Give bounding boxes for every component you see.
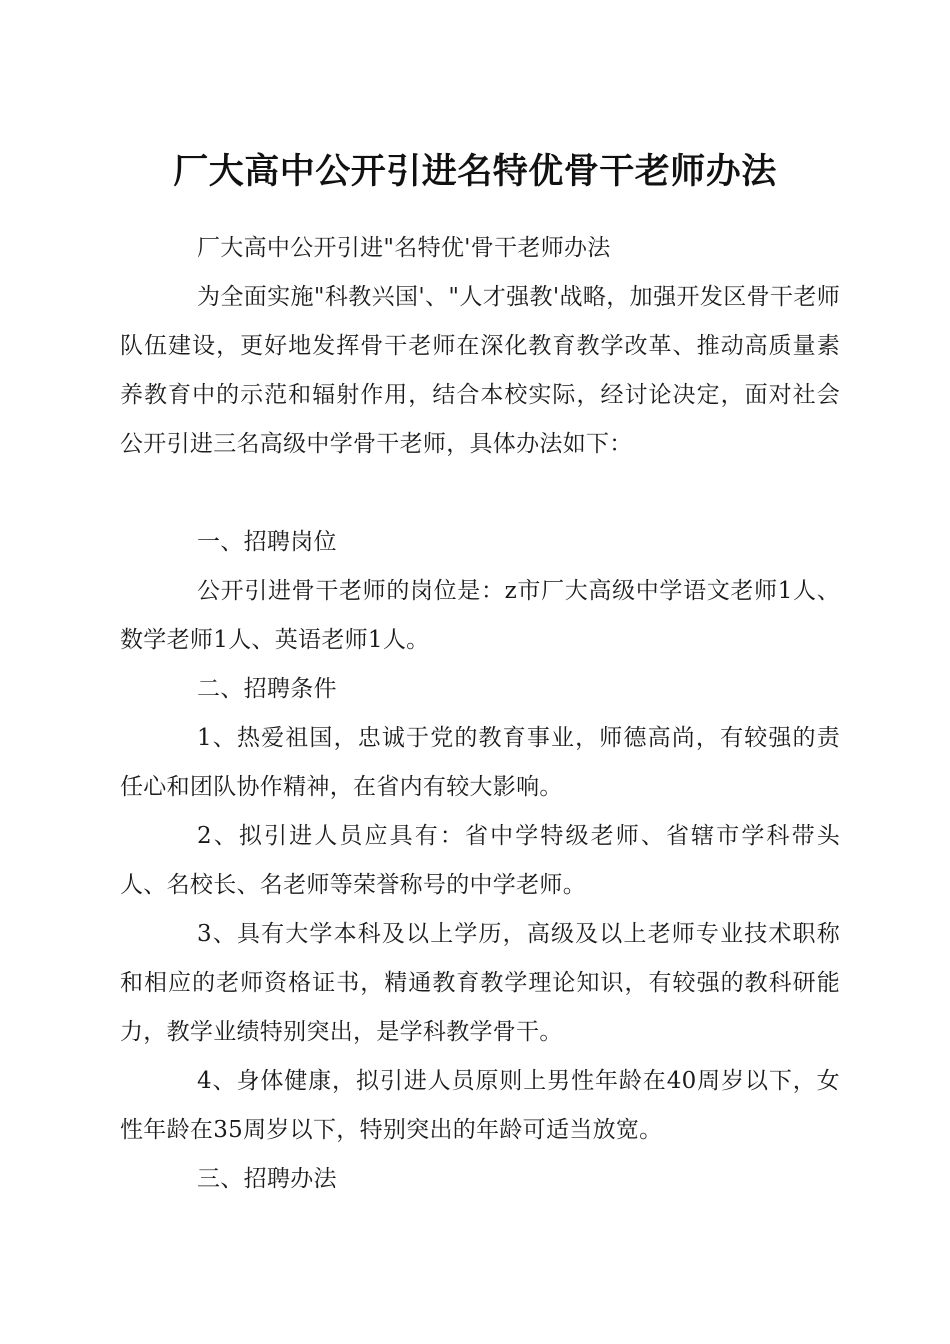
section-heading-positions: 一、招聘岗位 [197,529,337,555]
document-title: 厂大高中公开引进名特优骨干老师办法 [173,152,777,192]
section-heading-conditions: 二、招聘条件 [197,676,337,702]
condition-4-paragraph: 4、身体健康，拟引进人员原则上男性年龄在40周岁以下，女性年龄在35周岁以下，特别突出的年龄可适当放宽。 [120,1068,840,1143]
subtitle-paragraph: 厂大高中公开引进"名特优'骨干老师办法 [197,235,611,261]
condition-2-paragraph: 2、拟引进人员应具有：省中学特级老师、省辖市学科带头人、名校长、名老师等荣誉称号的中学老师。 [120,823,840,898]
positions-paragraph: 公开引进骨干老师的岗位是：z市厂大高级中学语文老师1人、数学老师1人、英语老师1人。 [120,578,840,653]
section-heading-method: 三、招聘办法 [197,1166,337,1192]
blank-line [120,469,840,518]
document-body [120,224,840,1204]
condition-3-paragraph: 3、具有大学本科及以上学历，高级及以上老师专业技术职称和相应的老师资格证书，精通教育教学理论知识，有较强的教科研能力，教学业绩特别突出，是学科教学骨干。 [120,921,840,1045]
intro-paragraph: 为全面实施"科教兴国'、"人才强教'战略，加强开发区骨干老师队伍建设，更好地发挥骨干老师在深化教育教学改革、推动高质量素养教育中的示范和辐射作用，结合本校实际，经讨论决定，面对社会公开引进三名高级中学骨干老师，具体办法如下： [120,284,840,457]
condition-1-paragraph: 1、热爱祖国，忠诚于党的教育事业，师德高尚，有较强的责任心和团队协作精神，在省内有较大影响。 [120,725,840,800]
